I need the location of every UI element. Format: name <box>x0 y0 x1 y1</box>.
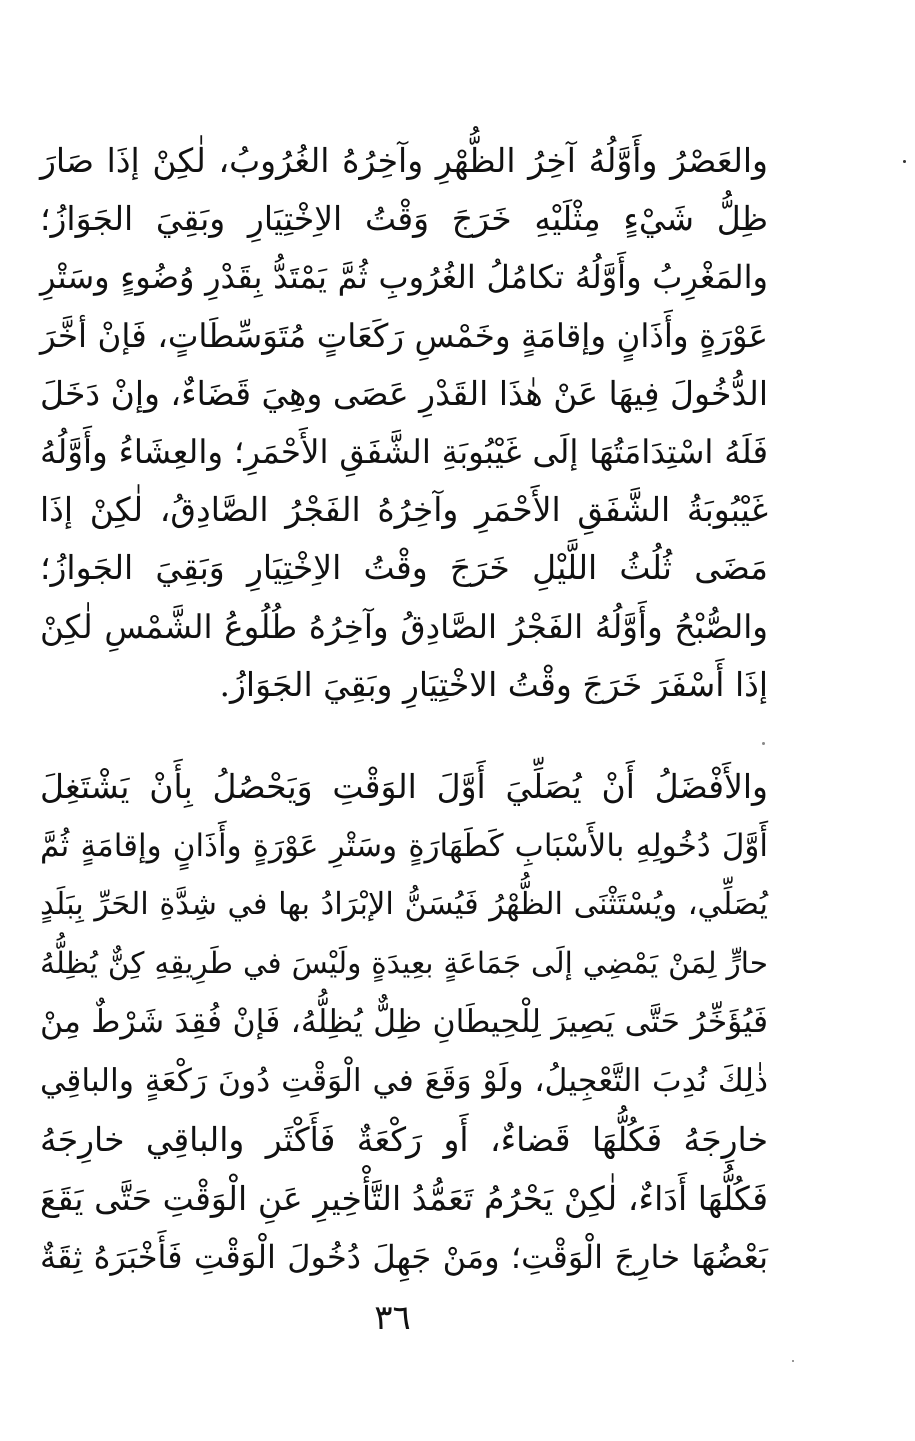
page-number: ٣٦ <box>374 1298 411 1338</box>
text-line: إذَا أَسْفَرَ خَرَجَ وقْتُ الاخْتِيَارِ وبَقِيَ الجَوَازُ. <box>219 664 768 704</box>
scan-speck <box>762 742 765 745</box>
text-line: الدُّخُولَ فِيهَا عَنْ هٰذَا القَدْرِ عَصَى وهِيَ قَضَاءٌ، وإنْ دَخَلَ <box>40 373 768 413</box>
paragraph-prayer-times <box>40 132 768 714</box>
text-line: أَوَّلَ دُخُولِهِ بالأَسْبَابِ كَطَهَارَةٍ وسَتْرِ عَوْرَةٍ وأَذَانٍ وإقامَةٍ ثُمَّ <box>40 827 768 864</box>
text-line: بَعْضُهَا خارِجَ الْوَقْتِ؛ ومَنْ جَهِلَ دُخُولَ الْوَقْتِ فَأَخْبَرَهُ ثِقَةٌ <box>40 1238 768 1277</box>
text-line: عَوْرَةٍ وأَذَانٍ وإقامَةٍ وخَمْسِ رَكَعَاتٍ مُتَوَسِّطَاتٍ، فَإنْ أخَّرَ <box>40 316 768 355</box>
text-line: فَلَهُ اسْتِدَامَتُهَا إلَى غَيْبُوبَةِ الشَّفَقِ الأَحْمَرِ؛ والعِشَاءُ وأَوَّلُهُ <box>40 432 768 471</box>
text-line: فَيُؤَخِّرُ حَتَّى يَصِيرَ لِلْحِيطَانِ ظِلٌّ يُظِلُّهُ، فَإنْ فُقِدَ شَرْطٌ مِنْ <box>40 1004 768 1041</box>
text-line: خارِجَهُ فَكُلُّهَا قَضاءٌ، أَو رَكْعَةٌ فَأَكْثَر والباقِي خارِجَهُ <box>40 1119 768 1159</box>
text-line: يُصَلِّي، ويُسْتَثْنَى الظُّهْرُ فَيُسَنُّ الإبْرَادُ بها في شِدَّةِ الحَرِّ بِبَلَدٍ <box>40 886 768 922</box>
text-line: والمَغْرِبُ وأَوَّلُهُ تكامُلُ الغُرُوبِ ثُمَّ يَمْتَدُّ بِقَدْرِ وُضُوءٍ وسَتْرِ <box>40 258 768 297</box>
text-line: والعَصْرُ وأَوَّلُهُ آخِرُ الظُّهْرِ وآخِرُهُ الغُرُوبُ، لٰكِنْ إذَا صَارَ <box>40 141 768 180</box>
text-line: ظِلُّ شَيْءٍ مِثْلَيْهِ خَرَجَ وَقْتُ الاِخْتِيَارِ وبَقِيَ الجَوَازُ؛ <box>40 199 768 239</box>
paragraph-best-time <box>40 758 768 1287</box>
scan-speck <box>903 160 906 163</box>
text-line: ذٰلِكَ نُدِبَ التَّعْجِيلُ، ولَوْ وَقَعَ في الْوَقْتِ دُونَ رَكْعَةٍ والباقِي <box>40 1062 768 1099</box>
text-line: والصُّبْحُ وأَوَّلُهُ الفَجْرُ الصَّادِقُ وآخِرُهُ طُلُوعُ الشَّمْسِ لٰكِنْ <box>40 607 768 646</box>
text-line: مَضَى ثُلُثُ اللَّيْلِ خَرَجَ وقْتُ الاِخْتِيَارِ وَبَقِيَ الجَوازُ؛ <box>40 548 768 588</box>
text-line: حارٍّ لِمَنْ يَمْضِي إلَى جَمَاعَةٍ بعِيدَةٍ ولَيْسَ في طَرِيقِهِ كِنٌّ يُظِلُّهُ <box>40 946 768 981</box>
text-line: فَكُلُّهَا أَدَاءٌ، لٰكِنْ يَحْرُمُ تَعَمُّدُ التَّأْخِيرِ عَنِ الْوَقْتِ حَتَّى يَقَعَ <box>40 1178 768 1218</box>
scan-speck <box>792 1360 794 1362</box>
text-line: والأَفْضَلُ أَنْ يُصَلِّيَ أَوَّلَ الوَقْتِ وَيَحْصُلُ بِأَنْ يَشْتَغِلَ <box>40 767 768 806</box>
text-line: غَيْبُوبَةُ الشَّفَقِ الأَحْمَرِ وآخِرُهُ الفَجْرُ الصَّادِقُ، لٰكِنْ إذَا <box>40 490 768 530</box>
